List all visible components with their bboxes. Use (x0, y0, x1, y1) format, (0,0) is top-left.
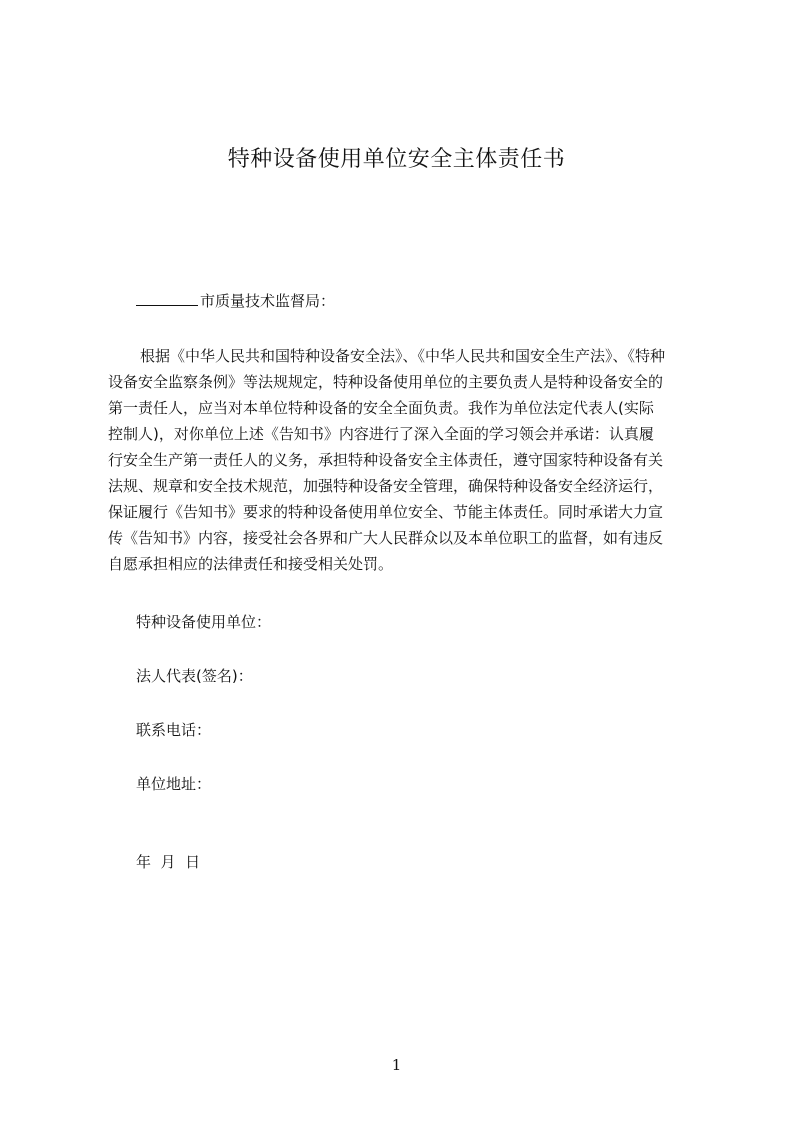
body-paragraph-line: 设备安全监察条例》等法规规定，特种设备使用单位的主要负责人是特种设备安全的 (108, 373, 664, 391)
body-paragraph-line: 自愿承担相应的法律责任和接受相关处罚。 (108, 555, 394, 573)
addressee-blank (136, 291, 198, 306)
body-paragraph-line: 法规、规章和安全技术规范，加强特种设备安全管理，确保特种设备安全经济运行， (108, 477, 664, 495)
page-number: 1 (391, 1056, 402, 1074)
body-paragraph-line: 行安全生产第一责任人的义务，承担特种设备安全主体责任，遵守国家特种设备有关 (108, 451, 664, 469)
legal-rep-field-label: 法人代表(签名)： (136, 667, 253, 685)
addressee-text: 市质量技术监督局： (200, 292, 336, 310)
body-paragraph-line: 控制人)，对你单位上述《告知书》内容进行了深入全面的学习领会并承诺：认真履 (108, 425, 654, 443)
phone-field-label: 联系电话： (136, 721, 212, 739)
address-field-label: 单位地址： (136, 775, 212, 793)
unit-field-label: 特种设备使用单位： (136, 613, 272, 631)
document-title: 特种设备使用单位安全主体责任书 (227, 147, 566, 172)
body-paragraph-line: 根据《中华人民共和国特种设备安全法》、《中华人民共和国安全生产法》、《特种 (140, 347, 666, 365)
body-paragraph-line: 第一责任人，应当对本单位特种设备的安全全面负责。我作为单位法定代表人(实际 (108, 399, 654, 417)
date-line: 年 月 日 (136, 853, 201, 871)
addressee-line (136, 290, 335, 311)
body-paragraph-line: 保证履行《告知书》要求的特种设备使用单位安全、节能主体责任。同时承诺大力宣 (108, 503, 664, 521)
body-paragraph-line: 传《告知书》内容，接受社会各界和广大人民群众以及本单位职工的监督，如有违反 (108, 529, 664, 547)
